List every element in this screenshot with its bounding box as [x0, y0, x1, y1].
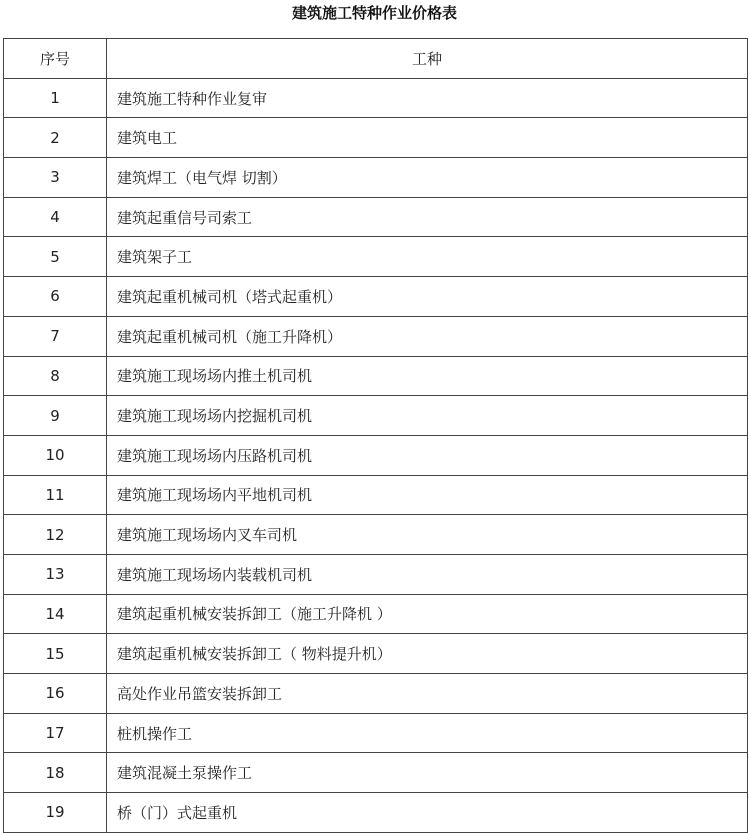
table-row	[4, 674, 748, 714]
table-row	[4, 793, 748, 833]
row-number-cell: 8	[4, 356, 107, 396]
job-type-cell: 建筑施工现场场内叉车司机	[107, 515, 748, 555]
page-title: 建筑施工特种作业价格表	[291, 4, 457, 22]
job-type-cell: 建筑施工特种作业复审	[107, 78, 748, 118]
job-type-cell: 建筑起重机械安装拆卸工（ 物料提升机）	[107, 634, 748, 674]
table-row	[4, 594, 748, 634]
table-row	[4, 753, 748, 793]
table-row	[4, 554, 748, 594]
row-number-cell: 1	[4, 78, 107, 118]
table-row	[4, 475, 748, 515]
job-type-cell: 建筑起重机械安装拆卸工（施工升降机 ）	[107, 594, 748, 634]
job-type-cell: 建筑起重信号司索工	[107, 197, 748, 237]
row-number-cell: 6	[4, 277, 107, 317]
table-row	[4, 713, 748, 753]
job-type-cell: 建筑焊工（电气焊 切割）	[107, 158, 748, 198]
job-type-cell: 建筑架子工	[107, 237, 748, 277]
row-number-cell: 12	[4, 515, 107, 555]
column-header-job-type: 工种	[107, 39, 748, 79]
job-type-cell: 建筑混凝土泵操作工	[107, 753, 748, 793]
row-number-cell: 11	[4, 475, 107, 515]
job-type-cell: 桥（门）式起重机	[107, 793, 748, 833]
row-number-cell: 14	[4, 594, 107, 634]
table-row	[4, 356, 748, 396]
row-number-cell: 4	[4, 197, 107, 237]
job-type-cell: 建筑施工现场场内平地机司机	[107, 475, 748, 515]
table-row	[4, 277, 748, 317]
job-type-cell: 建筑施工现场场内压路机司机	[107, 435, 748, 475]
table-row	[4, 237, 748, 277]
row-number-cell: 10	[4, 435, 107, 475]
job-type-cell: 高处作业吊篮安装拆卸工	[107, 674, 748, 714]
table-row	[4, 316, 748, 356]
job-type-cell: 建筑施工现场场内装载机司机	[107, 554, 748, 594]
row-number-cell: 5	[4, 237, 107, 277]
job-type-cell: 建筑起重机械司机（施工升降机）	[107, 316, 748, 356]
table-row	[4, 396, 748, 436]
row-number-cell: 15	[4, 634, 107, 674]
price-table	[3, 38, 748, 833]
row-number-cell: 9	[4, 396, 107, 436]
table-row	[4, 78, 748, 118]
row-number-cell: 18	[4, 753, 107, 793]
table-row	[4, 435, 748, 475]
table-row	[4, 197, 748, 237]
job-type-cell: 建筑电工	[107, 118, 748, 158]
row-number-cell: 19	[4, 793, 107, 833]
row-number-cell: 17	[4, 713, 107, 753]
table-body	[4, 78, 748, 832]
table-row	[4, 158, 748, 198]
row-number-cell: 3	[4, 158, 107, 198]
job-type-cell: 建筑起重机械司机（塔式起重机）	[107, 277, 748, 317]
job-type-cell: 建筑施工现场场内挖掘机司机	[107, 396, 748, 436]
table-row	[4, 515, 748, 555]
row-number-cell: 7	[4, 316, 107, 356]
row-number-cell: 16	[4, 674, 107, 714]
column-header-number: 序号	[4, 39, 107, 79]
row-number-cell: 13	[4, 554, 107, 594]
table-header-row	[4, 39, 748, 79]
job-type-cell: 建筑施工现场场内推土机司机	[107, 356, 748, 396]
row-number-cell: 2	[4, 118, 107, 158]
table-row	[4, 118, 748, 158]
job-type-cell: 桩机操作工	[107, 713, 748, 753]
table-row	[4, 634, 748, 674]
